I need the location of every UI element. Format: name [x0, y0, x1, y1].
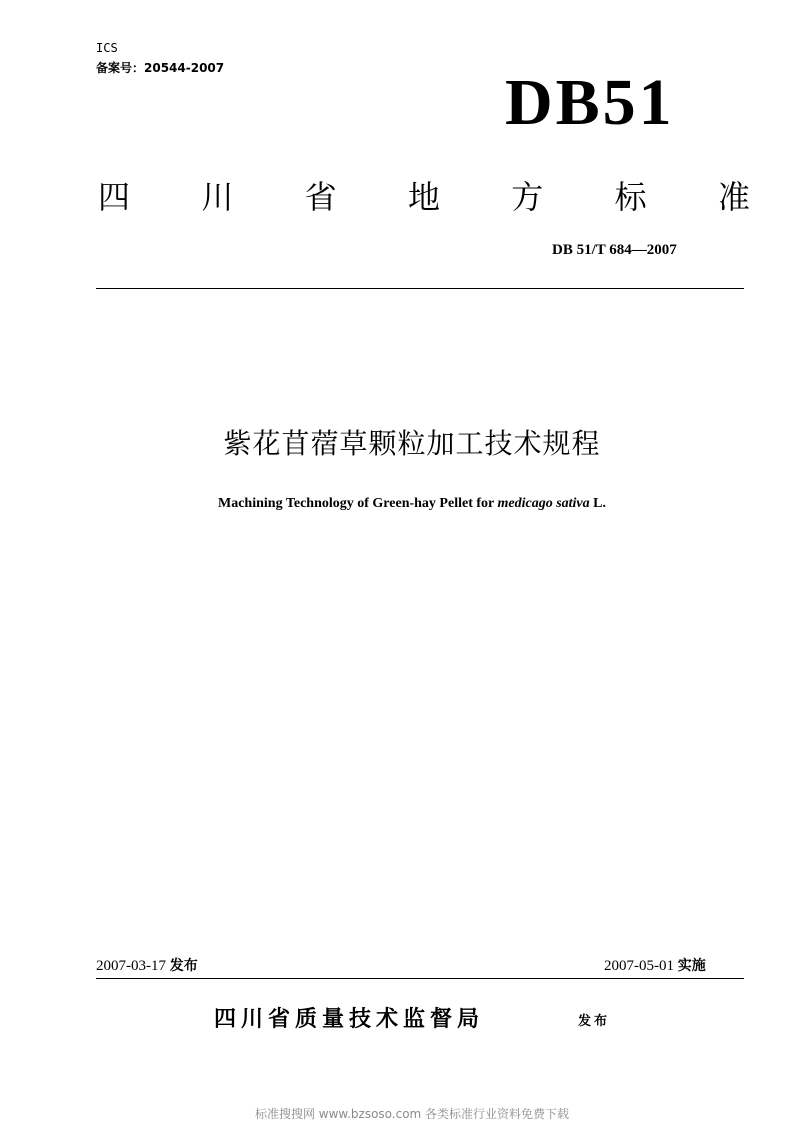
- implement-label: 实施: [677, 958, 706, 974]
- standard-code-logo: DB51: [505, 66, 675, 139]
- standard-type-char: 准: [717, 178, 750, 216]
- standard-type-char: 标: [614, 178, 647, 216]
- title-english-suffix: L.: [589, 496, 606, 511]
- document-title-chinese: 紫花苜蓿草颗粒加工技术规程: [223, 427, 601, 460]
- filing-number: 备案号：20544-2007: [96, 61, 225, 75]
- top-divider: [96, 288, 744, 289]
- title-english-species: medicago sativa: [497, 496, 590, 511]
- publish-date: [96, 956, 198, 976]
- title-english-main: Machining Technology of Green-hay Pellet for: [218, 496, 498, 511]
- standard-type-heading: [94, 172, 754, 222]
- publish-date-value: 2007-03-17: [96, 958, 166, 974]
- document-title-english: [0, 494, 800, 514]
- standard-type-char: 方: [511, 178, 544, 216]
- standard-number: DB 51/T 684—2007: [552, 242, 677, 258]
- implement-date-value: 2007-05-01: [604, 958, 674, 974]
- ics-label: ICS: [96, 41, 118, 55]
- standard-type-char: 省: [304, 178, 337, 216]
- issuing-label: 发布: [578, 1014, 611, 1029]
- bottom-divider: [96, 978, 744, 979]
- standard-type-char: 地: [407, 178, 440, 216]
- watermark-footer: 标准搜搜网 www.bzsoso.com 各类标准行业资料免费下载: [254, 1107, 570, 1121]
- implement-date: [604, 956, 706, 976]
- issuing-authority: 四川省质量技术监督局: [214, 1007, 485, 1032]
- standard-type-char: 四: [97, 178, 130, 216]
- standard-type-char: 川: [201, 178, 234, 216]
- publish-label: 发布: [169, 958, 198, 974]
